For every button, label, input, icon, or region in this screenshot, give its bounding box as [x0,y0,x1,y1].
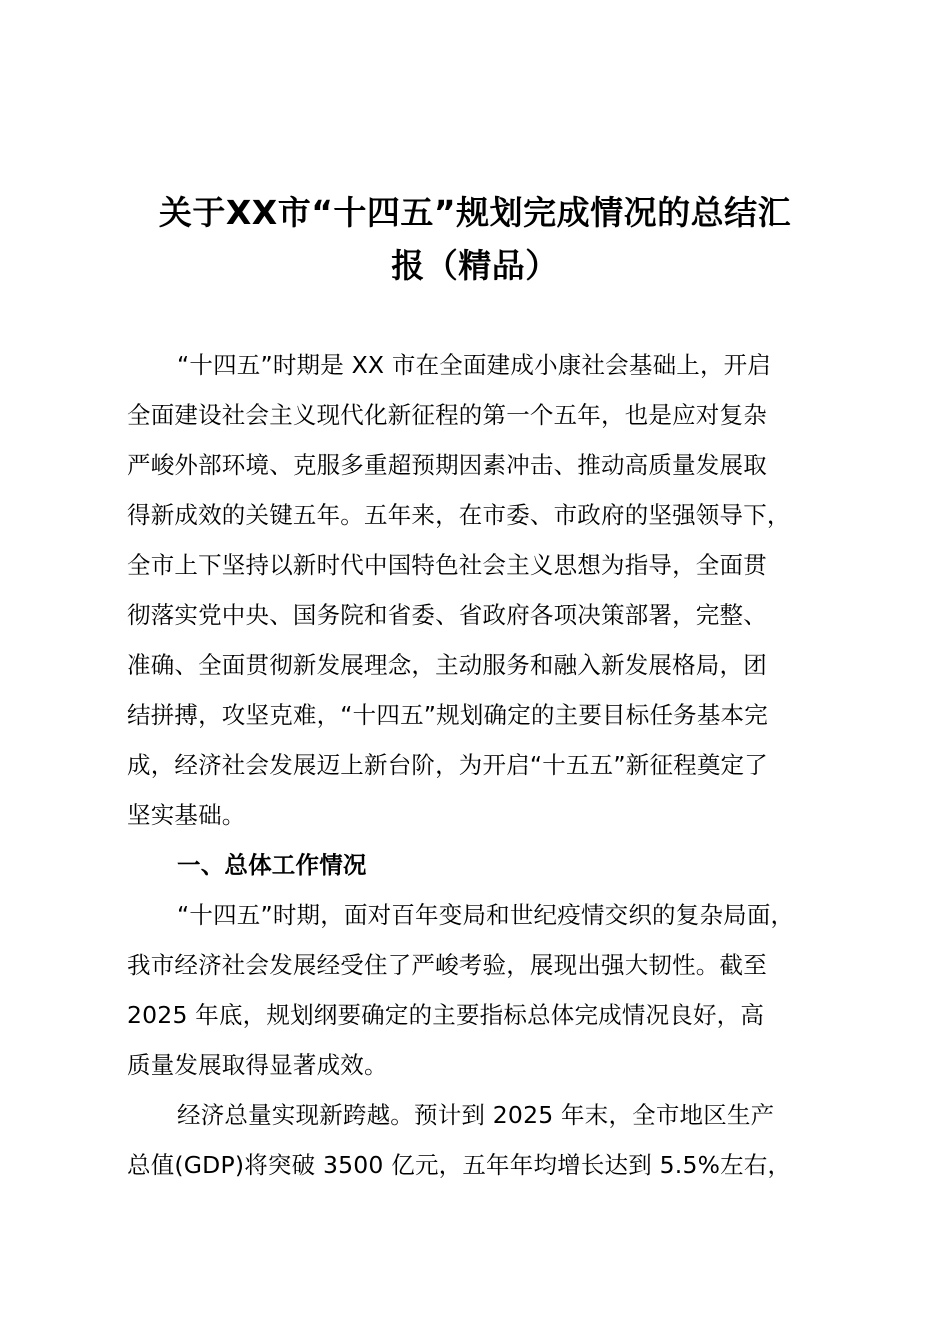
paragraph-overview [127,890,827,1090]
document-title [100,186,850,292]
paragraph-line: 严峻外部环境、克服多重超预期因素冲击、推动高质量发展取 [127,451,767,479]
paragraph-line: “十四五”时期是 XX 市在全面建成小康社会基础上，开启 [177,351,772,379]
paragraph-line: 得新成效的关键五年。五年来，在市委、市政府的坚强领导下， [127,501,791,529]
paragraph-line: 结拼搏，攻坚克难，“十四五”规划确定的主要目标任务基本完 [127,701,768,729]
paragraph-intro [127,340,827,840]
paragraph-line: 质量发展取得显著成效。 [127,1051,388,1079]
title-line: 关于XX市“十四五”规划完成情况的总结汇 [158,193,792,232]
title-line: 报（精品） [391,246,559,285]
paragraph-line: 全面建设社会主义现代化新征程的第一个五年，也是应对复杂 [127,401,767,429]
paragraph-line: 坚实基础。 [127,801,246,829]
paragraph-line: 彻落实党中央、国务院和省委、省政府各项决策部署，完整、 [127,601,767,629]
paragraph-line: 准确、全面贯彻新发展理念，主动服务和融入新发展格局，团 [127,651,767,679]
paragraph-economy [127,1090,827,1190]
paragraph-line: 经济总量实现新跨越。预计到 2025 年末，全市地区生产 [177,1101,775,1129]
paragraph-line: 全市上下坚持以新时代中国特色社会主义思想为指导，全面贯 [127,551,767,579]
section-heading: 一、总体工作情况 [177,851,367,879]
paragraph-line: 成，经济社会发展迈上新台阶，为开启“十五五”新征程奠定了 [127,751,768,779]
paragraph-line: 我市经济社会发展经受住了严峻考验，展现出强大韧性。截至 [127,951,767,979]
paragraph-line: 总值(GDP)将突破 3500 亿元，五年年均增长达到 5.5%左右， [127,1151,792,1179]
paragraph-line: “十四五”时期，面对百年变局和世纪疫情交织的复杂局面， [177,901,795,929]
paragraph-line: 2025 年底，规划纲要确定的主要指标总体完成情况良好，高 [127,1001,765,1029]
document-body [127,340,827,1190]
